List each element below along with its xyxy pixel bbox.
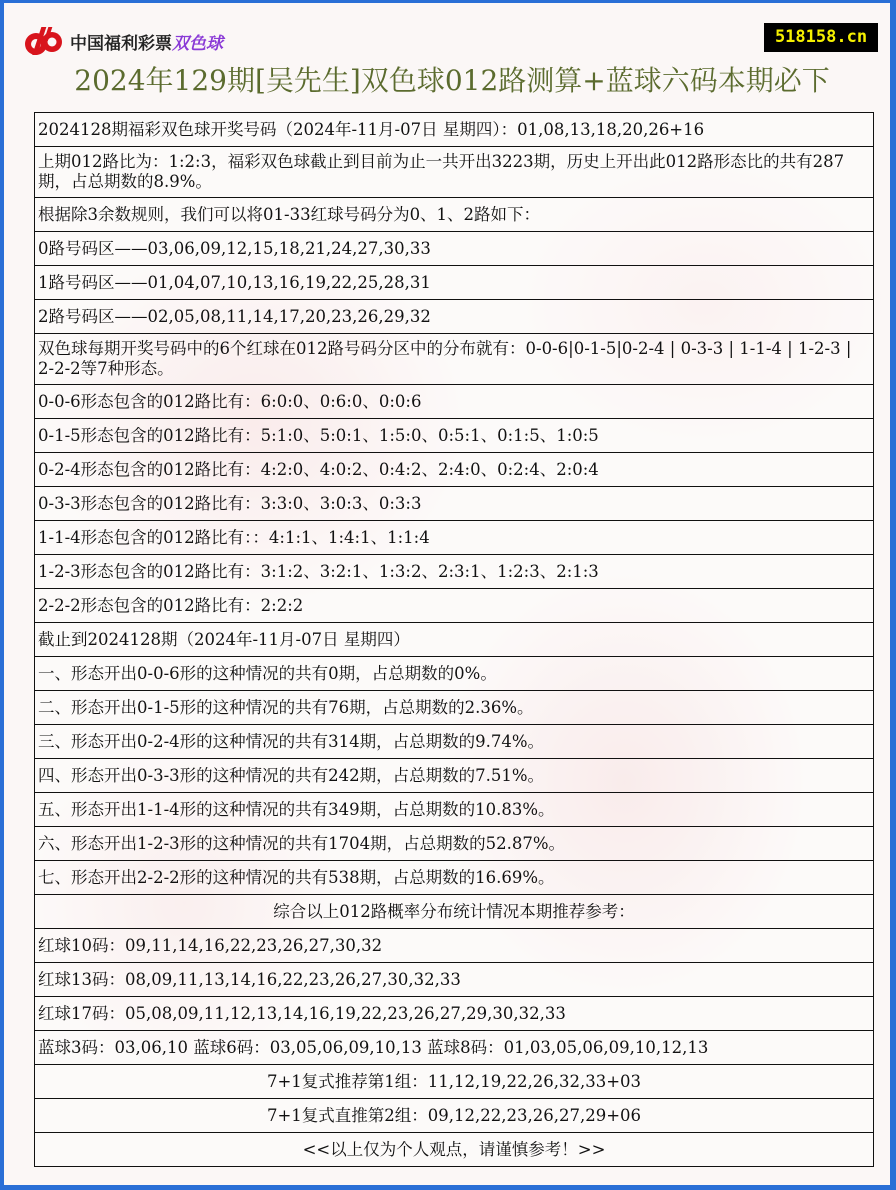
table-row xyxy=(35,759,874,793)
table-cell: 0-1-5形态包含的012路比有：5:1:0、5:0:1、1:5:0、0:5:1、0:1:5、1:0:5 xyxy=(35,419,874,453)
table-row xyxy=(35,1031,874,1065)
page-title: 2024年129期[吴先生]双色球012路测算+蓝球六码本期必下 xyxy=(74,64,830,97)
table-row xyxy=(35,861,874,895)
table-row xyxy=(35,623,874,657)
table-cell: 综合以上012路概率分布统计情况本期推荐参考： xyxy=(35,895,874,929)
table-cell: 上期012路比为：1:2:3，福彩双色球截止到目前为止一共开出3223期，历史上开出此012路形态比的共有287期，占总期数的8.9%。 xyxy=(35,147,874,198)
table-cell: 0-2-4形态包含的012路比有：4:2:0、4:0:2、0:4:2、2:4:0、0:2:4、2:0:4 xyxy=(35,453,874,487)
table-cell: 0-0-6形态包含的012路比有：6:0:0、0:6:0、0:0:6 xyxy=(35,385,874,419)
table-cell: 7+1复式推荐第1组：11,12,19,22,26,32,33+03 xyxy=(35,1065,874,1099)
welfare-lottery-logo-icon xyxy=(22,25,66,57)
table-cell: 2路号码区——02,05,08,11,14,17,20,23,26,29,32 xyxy=(35,300,874,334)
table-cell: 蓝球3码：03,06,10 蓝球6码：03,05,06,09,10,13 蓝球8码：01,03,05,06,09,10,12,13 xyxy=(35,1031,874,1065)
table-cell: 五、形态开出1-1-4形的这种情况的共有349期，占总期数的10.83%。 xyxy=(35,793,874,827)
table-cell: 一、形态开出0-0-6形的这种情况的共有0期，占总期数的0%。 xyxy=(35,657,874,691)
table-cell: 双色球每期开奖号码中的6个红球在012路号码分区中的分布就有：0-0-6|0-1-5|0-2-4 | 0-3-3 | 1-1-4 | 1-2-3 | 2-2-2等7种形态。 xyxy=(35,334,874,385)
table-row xyxy=(35,1099,874,1133)
logo-text: 中国福利彩票双色球 xyxy=(70,33,223,54)
table-row xyxy=(35,555,874,589)
table-cell: 红球10码：09,11,14,16,22,23,26,27,30,32 xyxy=(35,929,874,963)
table-cell: 2024128期福彩双色球开奖号码（2024年-11月-07日 星期四）：01,08,13,18,20,26+16 xyxy=(35,113,874,147)
table-cell: 7+1复式直推第2组：09,12,22,23,26,27,29+06 xyxy=(35,1099,874,1133)
table-cell: 0-3-3形态包含的012路比有：3:3:0、3:0:3、0:3:3 xyxy=(35,487,874,521)
table-row xyxy=(35,895,874,929)
table-row xyxy=(35,300,874,334)
table-row xyxy=(35,419,874,453)
table-row xyxy=(35,589,874,623)
table-cell: 四、形态开出0-3-3形的这种情况的共有242期，占总期数的7.51%。 xyxy=(35,759,874,793)
table-cell: 1路号码区——01,04,07,10,13,16,19,22,25,28,31 xyxy=(35,266,874,300)
table-cell: 七、形态开出2-2-2形的这种情况的共有538期，占总期数的16.69%。 xyxy=(35,861,874,895)
table-cell: 截止到2024128期（2024年-11月-07日 星期四） xyxy=(35,623,874,657)
table-row xyxy=(35,232,874,266)
table-row xyxy=(35,113,874,147)
table-row xyxy=(35,385,874,419)
table-row xyxy=(35,929,874,963)
table-row xyxy=(35,1133,874,1167)
table-row xyxy=(35,147,874,198)
table-cell: 红球17码：05,08,09,11,12,13,14,16,19,22,23,26,27,29,30,32,33 xyxy=(35,997,874,1031)
table-cell: 0路号码区——03,06,09,12,15,18,21,24,27,30,33 xyxy=(35,232,874,266)
table-row xyxy=(35,691,874,725)
table-cell: 2-2-2形态包含的012路比有：2:2:2 xyxy=(35,589,874,623)
table-row xyxy=(35,997,874,1031)
table-cell: 六、形态开出1-2-3形的这种情况的共有1704期，占总期数的52.87%。 xyxy=(35,827,874,861)
table-cell: 红球13码：08,09,11,13,14,16,22,23,26,27,30,32,33 xyxy=(35,963,874,997)
table-row xyxy=(35,827,874,861)
table-row xyxy=(35,334,874,385)
table-row xyxy=(35,725,874,759)
table-row xyxy=(35,487,874,521)
table-row xyxy=(35,793,874,827)
table-cell: <<以上仅为个人观点，请谨慎参考！>> xyxy=(35,1133,874,1167)
table-cell: 根据除3余数规则，我们可以将01-33红球号码分为0、1、2路如下： xyxy=(35,198,874,232)
table-cell: 1-2-3形态包含的012路比有：3:1:2、3:2:1、1:3:2、2:3:1、1:2:3、2:1:3 xyxy=(35,555,874,589)
table-cell: 三、形态开出0-2-4形的这种情况的共有314期，占总期数的9.74%。 xyxy=(35,725,874,759)
analysis-table xyxy=(34,112,874,1167)
table-row xyxy=(35,963,874,997)
table-row xyxy=(35,1065,874,1099)
table-row xyxy=(35,657,874,691)
table-row xyxy=(35,198,874,232)
cwl-logo xyxy=(22,25,223,57)
table-cell: 二、形态开出0-1-5形的这种情况的共有76期，占总期数的2.36%。 xyxy=(35,691,874,725)
table-row xyxy=(35,266,874,300)
table-cell: 1-1-4形态包含的012路比有：：4:1:1、1:4:1、1:1:4 xyxy=(35,521,874,555)
table-row xyxy=(35,521,874,555)
logo-ssq-text: 双色球 xyxy=(172,33,223,54)
table-row xyxy=(35,453,874,487)
page-frame xyxy=(4,3,890,1185)
site-badge[interactable]: 518158.cn xyxy=(764,23,878,52)
